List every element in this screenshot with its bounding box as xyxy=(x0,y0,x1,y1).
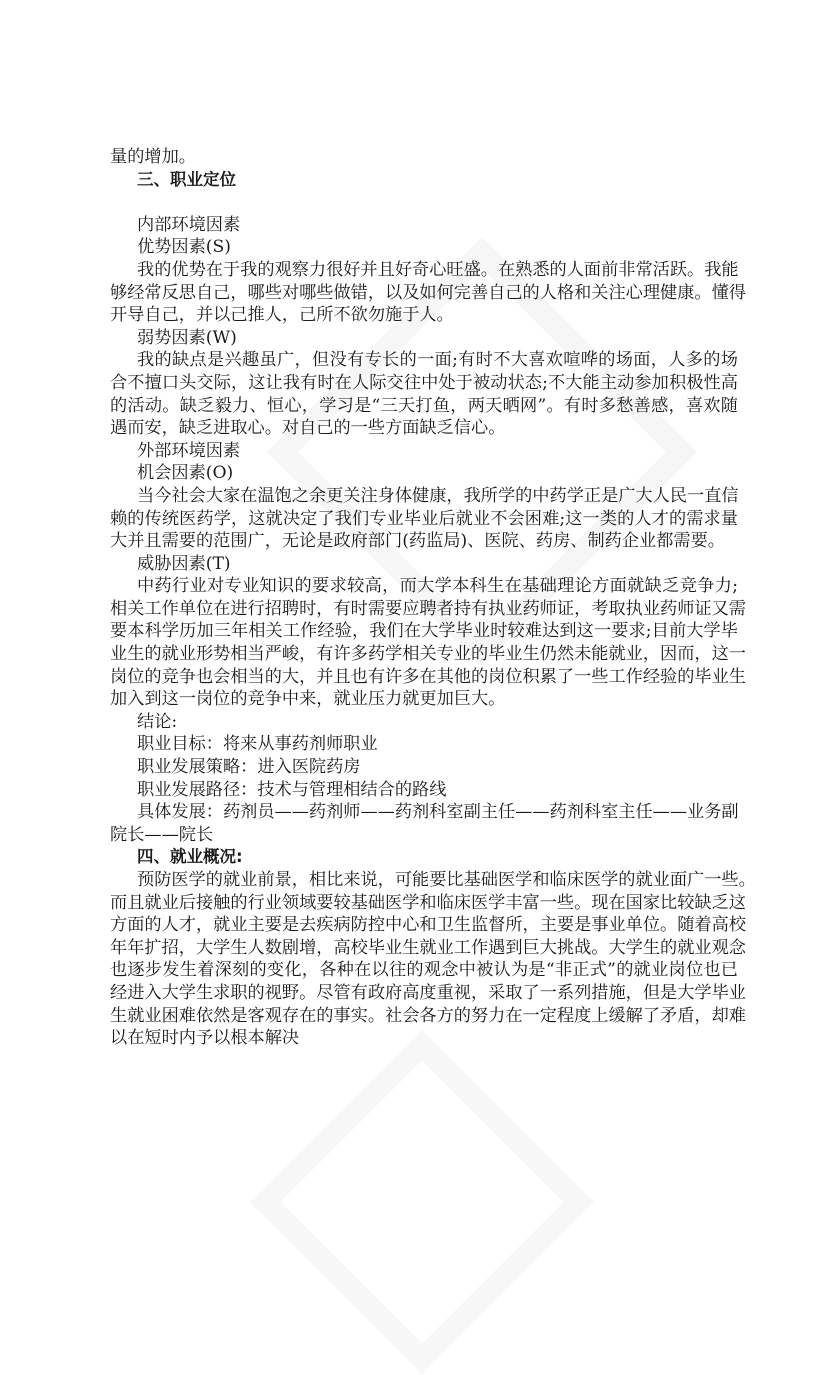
text-line: 遇而安，缺乏进取心。对自己的一些方面缺乏信心。 xyxy=(110,418,506,439)
text-line: 优势因素(S) xyxy=(137,237,231,258)
text-line: 加入到这一岗位的竞争中来，就业压力就更加巨大。 xyxy=(110,689,506,710)
text-line: 中药行业对专业知识的要求较高，而大学本科生在基础理论方面就缺乏竞争力; xyxy=(137,576,738,597)
text-line: 也逐步发生着深刻的变化，各种在以往的观念中被认为是“非正式”的就业岗位也已 xyxy=(110,960,738,981)
paragraph xyxy=(110,327,738,350)
text-line: 生就业困难依然是客观存在的事实。社会各方的努力在一定程度上缓解了矛盾，却难 xyxy=(110,1005,746,1026)
text-line: 合不擅口头交际，这让我有时在人际交往中处于被动状态;不大能主动参加积极性高 xyxy=(110,372,738,393)
text-line: 内部环境因素 xyxy=(137,214,241,235)
text-line: 职业目标：将来从事药剂师职业 xyxy=(137,734,378,755)
text-line: 方面的人才，就业主要是去疾病防控中心和卫生监督所，主要是事业单位。随着高校 xyxy=(110,915,746,936)
paragraph xyxy=(110,779,738,802)
paragraph xyxy=(110,553,738,576)
text-line: 业生的就业形势相当严峻，有许多药学相关专业的毕业生仍然未能就业，因而，这一 xyxy=(110,644,746,665)
text-line: 够经常反思自己，哪些对哪些做错，以及如何完善自己的人格和关注心理健康。懂得 xyxy=(110,282,746,303)
text-line: 三、职业定位 xyxy=(137,169,236,189)
text-line: 而且就业后接触的行业领域要较基础医学和临床医学丰富一些。现在国家比较缺乏这 xyxy=(110,892,746,913)
text-line: 当今社会大家在温饱之余更关注身体健康，我所学的中药学正是广大人民一直信 xyxy=(137,485,739,506)
text-line: 具体发展：药剂员——药剂师——药剂科室副主任——药剂科室主任——业务副 xyxy=(137,802,739,823)
text-line: 职业发展路径：技术与管理相结合的路线 xyxy=(137,779,447,800)
section-heading xyxy=(110,169,738,192)
paragraph xyxy=(110,236,738,259)
text-line: 结论: xyxy=(137,711,178,732)
text-line: 量的增加。 xyxy=(110,147,196,167)
paragraph xyxy=(110,575,746,711)
paragraph xyxy=(110,711,738,734)
text-line: 相关工作单位在进行招聘时，有时需要应聘者持有执业药师证，考取执业药师证又需 xyxy=(110,598,746,619)
section-heading xyxy=(110,846,738,869)
paragraph xyxy=(110,485,738,553)
paragraph xyxy=(110,349,738,439)
paragraph xyxy=(110,259,746,327)
text-line: 的活动。缺乏毅力、恒心，学习是“三天打鱼，两天晒网”。有时多愁善感，喜欢随 xyxy=(110,395,738,416)
paragraph xyxy=(110,440,738,463)
text-line: 院长——院长 xyxy=(110,824,214,845)
paragraph xyxy=(110,801,738,846)
paragraph xyxy=(110,756,738,779)
text-line: 大并且需要的范围广，无论是政府部门(药监局)、医院、药房、制药企业都需要。 xyxy=(110,531,725,552)
paragraph xyxy=(110,869,756,1050)
text-line: 经进入大学生求职的视野。尽管有政府高度重视，采取了一系列措施，但是大学毕业 xyxy=(110,982,746,1003)
text-line: 弱势因素(W) xyxy=(137,327,237,348)
text-line: 我的缺点是兴趣虽广，但没有专长的一面;有时不大喜欢喧哗的场面，人多的场 xyxy=(137,350,738,371)
text-line: 年年扩招，大学生人数剧增，高校毕业生就业工作遇到巨大挑战。大学生的就业观念 xyxy=(110,937,746,958)
paragraph xyxy=(110,733,738,756)
text-line: 机会因素(O) xyxy=(137,463,234,484)
watermark-logo xyxy=(249,1029,594,1374)
text-line: 四、就业概况: xyxy=(137,847,243,867)
paragraph xyxy=(110,214,738,237)
document-page xyxy=(110,146,756,1050)
blank-line xyxy=(110,191,738,214)
paragraph xyxy=(110,146,738,169)
text-line: 职业发展策略：进入医院药房 xyxy=(137,757,361,778)
text-line: 开导自己，并以己推人，己所不欲勿施于人。 xyxy=(110,305,454,326)
text-line: 以在短时内予以根本解决 xyxy=(110,1028,300,1049)
text-line: 赖的传统医药学，这就决定了我们专业毕业后就业不会困难;这一类的人才的需求量 xyxy=(110,508,738,529)
text-line: 我的优势在于我的观察力很好并且好奇心旺盛。在熟悉的人面前非常活跃。我能 xyxy=(137,259,739,280)
text-line: 岗位的竞争也会相当的大，并且也有许多在其他的岗位积累了一些工作经验的毕业生 xyxy=(110,666,746,687)
text-line: 要本科学历加三年相关工作经验，我们在大学毕业时较难达到这一要求;目前大学毕 xyxy=(110,621,738,642)
text-line: 威胁因素(T) xyxy=(137,553,231,574)
text-line: 预防医学的就业前景，相比来说，可能要比基础医学和临床医学的就业面广一些。 xyxy=(137,870,756,890)
text-line: 外部环境因素 xyxy=(137,440,241,461)
paragraph xyxy=(110,462,738,485)
